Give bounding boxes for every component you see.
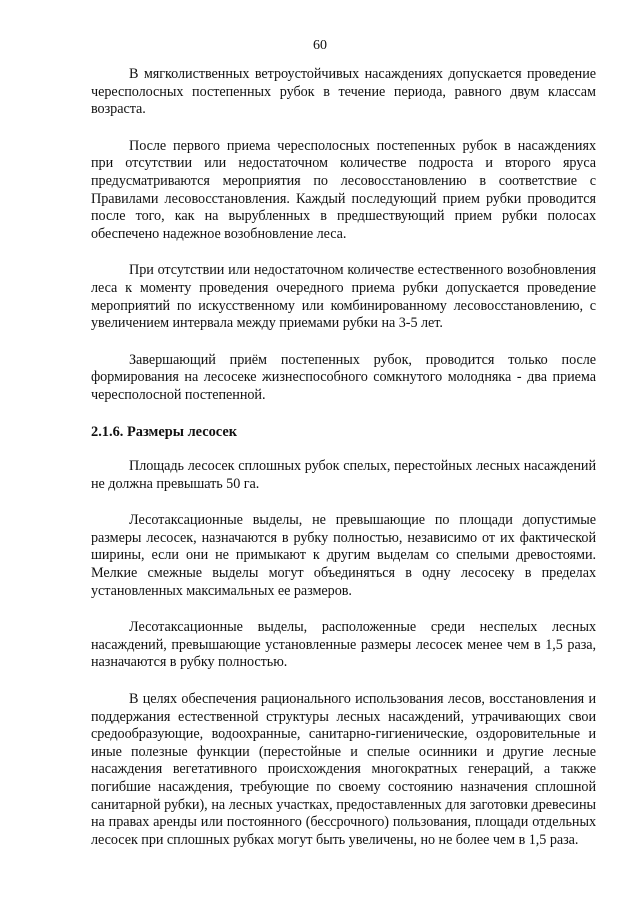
- paragraph-final-stage: Завершающий приём постепенных рубок, проводится только после формирования на лесосеке жизнеспособного сомкнутого молодняка - два приема чересполосной постепенной.: [91, 351, 596, 403]
- paragraph-immature-surroundings: Лесотаксационные выделы, расположенные среди неспелых лесных насаждений, превышающие установленные размеры лесосек менее чем в 1,5 раза, назначаются в рубку полностью.: [91, 619, 596, 671]
- paragraph-small-plots: Лесотаксационные выделы, не превышающие по площади допустимые размеры лесосек, назначаются в рубку полностью, независимо от их фактической ширины, если они не примыкают к другим выделам со спелыми древостоями. Мелкие смежные выделы могут объединяться в одну лесосеку в пределах установленных максимальных ее размеров.: [91, 512, 596, 599]
- section-heading: 2.1.6. Размеры лесосек: [91, 423, 238, 440]
- paragraph-artificial-reforestation: При отсутствии или недостаточном количестве естественного возобновления леса к моменту проведения очередного приема рубки допускается проведение мероприятий по искусственному или комбинированному лесовосстановлению, с увеличением интервала между приемами рубки на 3-5 лет.: [91, 262, 596, 332]
- paragraph-max-area: Площадь лесосек сплошных рубок спелых, перестойных лесных насаждений не должна превышать 50 га.: [91, 458, 596, 492]
- page-number: 60: [313, 38, 327, 53]
- paragraph-rational-use: В целях обеспечения рационального использования лесов, восстановления и поддержания естественной структуры лесных насаждений, утрачивающих свои средообразующие, водоохранные, санитарно-гигиенические, оздоровительные и иные полезные функции (перестойные и спелые осинники и другие лесные насаждения вегетативного происхождения многократных генераций, а также погибшие насаждения, требующие по своему состоянию назначения сплошной санитарной рубки), на лесных участках, предоставленных для заготовки древесины на правах аренды или постоянного (бессрочного) пользования, площади отдельных лесосек при сплошных рубках могут быть увеличены, но не более чем в 1,5 раза.: [91, 691, 596, 848]
- paragraph-thinning-periods: В мягколиственных ветроустойчивых насаждениях допускается проведение чересполосных постепенных рубок в течение периода, равного двум классам возраста.: [91, 66, 596, 118]
- paragraph-first-stage-reforestation: После первого приема чересполосных постепенных рубок в насаждениях при отсутствии или недостаточном количестве подроста и второго яруса предусматриваются мероприятия по лесовосстановлению в соответствие с Правилами лесовосстановления. Каждый последующий прием рубки проводится после того, как на вырубленных в предшествующий прием рубки полосах обеспечено надежное возобновление леса.: [91, 137, 596, 242]
- page-content: [91, 66, 596, 868]
